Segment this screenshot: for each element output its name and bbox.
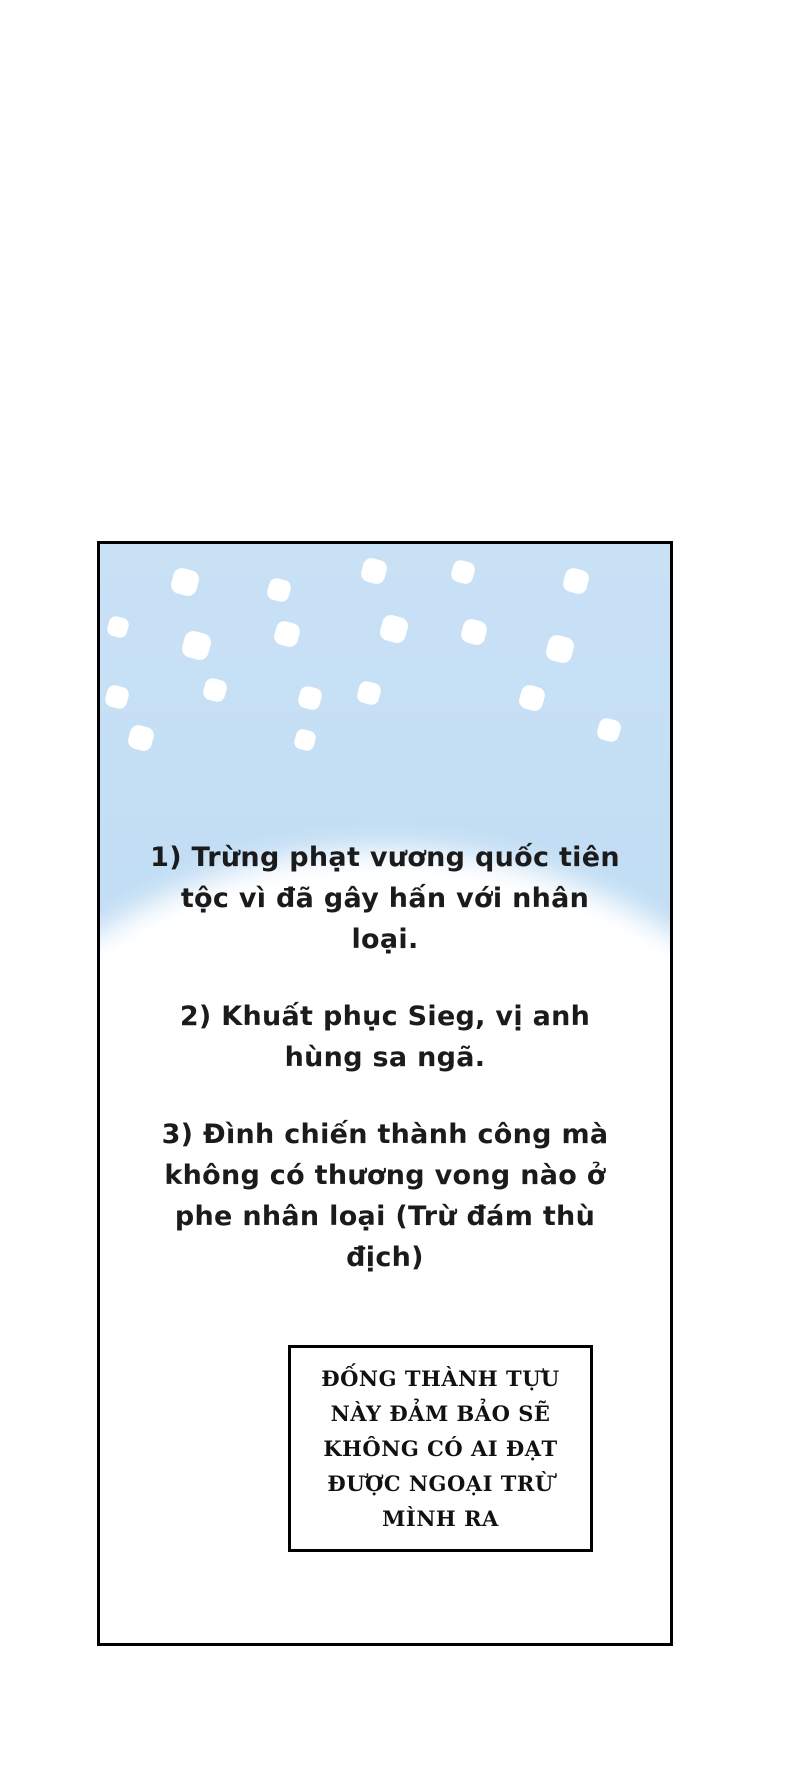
sparkle-icon	[356, 680, 383, 707]
sparkle-icon	[297, 685, 324, 712]
sparkle-icon	[459, 617, 488, 646]
objective-2-text: 2) Khuất phục Sieg, vị anh hùng sa ngã.	[179, 1001, 591, 1073]
sparkle-icon	[126, 723, 155, 752]
sparkle-icon	[169, 566, 201, 598]
sparkle-icon	[517, 683, 546, 712]
sparkle-icon	[561, 566, 590, 595]
objective-line-3	[100, 1114, 670, 1278]
sparkle-icon	[544, 633, 576, 665]
sparkle-icon	[450, 559, 477, 586]
sparkle-icon	[359, 556, 388, 585]
objective-line-2	[100, 996, 670, 1078]
sparkle-icon	[266, 577, 293, 604]
sparkle-icon	[378, 613, 410, 645]
sparkle-icon	[293, 728, 317, 752]
sparkle-icon	[180, 629, 213, 662]
sparkle-icon	[272, 619, 301, 648]
objective-3-text: 3) Đình chiến thành công mà không có thương vong nào ở phe nhân loại (Trừ đám thù địch)	[161, 1119, 609, 1273]
sparkle-icon	[202, 677, 229, 704]
sparkle-icon	[596, 717, 623, 744]
sparkle-icon	[104, 684, 131, 711]
caption-box	[288, 1345, 593, 1552]
objective-line-1	[100, 837, 670, 960]
objective-1-text: 1) Trừng phạt vương quốc tiên tộc vì đã gây hấn với nhân loại.	[150, 842, 620, 955]
caption-text: ĐỐNG THÀNH TỰU NÀY ĐẢM BẢO SẼ KHÔNG CÓ AI ĐẠT ĐƯỢC NGOẠI TRỪ MÌNH RA	[321, 1366, 560, 1531]
sparkle-icon	[106, 615, 130, 639]
